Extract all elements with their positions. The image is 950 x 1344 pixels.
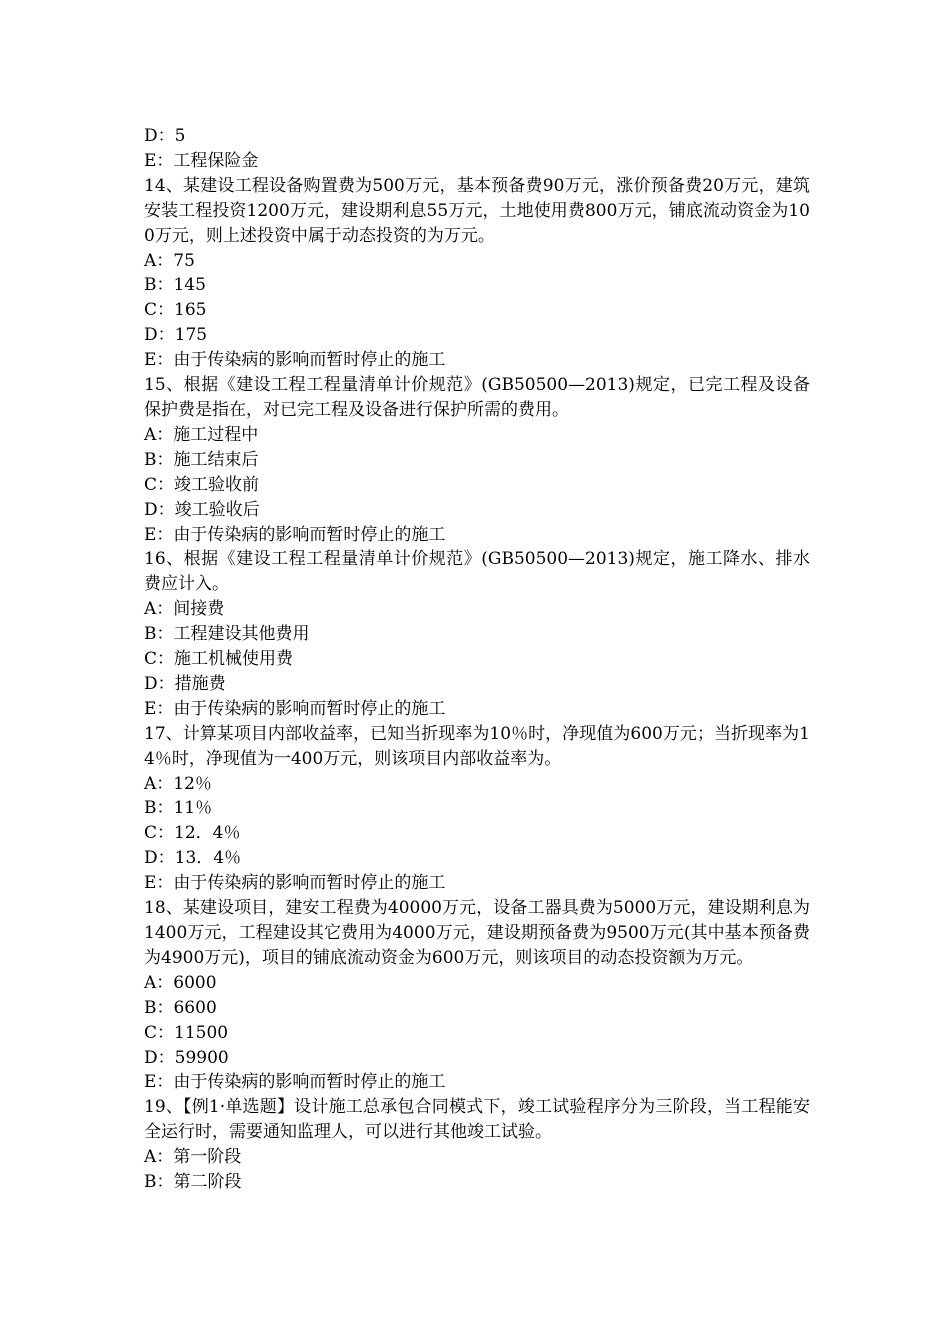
option-e: E：由于传染病的影响而暂时停止的施工 [144,524,446,545]
option-d: D：59900 [144,1047,229,1068]
option-a: A：12％ [144,773,212,794]
option-c: C：165 [144,300,207,321]
option-c: C：11500 [144,1022,229,1043]
option-e: E：由于传染病的影响而暂时停止的施工 [144,350,446,371]
option-e: E：工程保险金 [144,150,259,171]
option-d: D：13．4％ [144,848,242,869]
option-b: B：11％ [144,798,213,819]
question-19: 19、【例1·单选题】设计施工总承包合同模式下，竣工试验程序分为三阶段，当工程能安全运行时，需要通知监理人，可以进行其他竣工试验。 [144,1097,810,1143]
option-e: E：由于传染病的影响而暂时停止的施工 [144,698,446,719]
option-b: B：施工结束后 [144,449,259,470]
option-e: E：由于传染病的影响而暂时停止的施工 [144,873,446,894]
question-18: 18、某建设项目，建安工程费为40000万元，设备工器具费为5000万元，建设期利息为1400万元，工程建设其它费用为4000万元，建设期预备费为9500万元(其中基本预备费为4900万元)，项目的铺底流动资金为600万元，则该项目的动态投资额为万元。 [144,898,810,968]
option-b: B：145 [144,275,206,296]
option-c: C：竣工验收前 [144,474,260,495]
option-a: A：第一阶段 [144,1147,242,1168]
option-d: D：175 [144,325,208,346]
option-a: A：75 [144,250,195,271]
question-14: 14、某建设工程设备购置费为500万元，基本预备费90万元，涨价预备费20万元，建筑安装工程投资1200万元，建设期利息55万元，土地使用费800万元，铺底流动资金为100万元，则上述投资中属于动态投资的为万元。 [144,175,810,246]
option-b: B：工程建设其他费用 [144,624,310,645]
option-c: C：施工机械使用费 [144,649,294,670]
question-16: 16、根据《建设工程工程量清单计价规范》(GB50500—2013)规定，施工降水、排水费应计入。 [144,549,810,595]
question-17: 17、计算某项目内部收益率，已知当折现率为10％时，净现值为600万元；当折现率为14％时，净现值为一400万元，则该项目内部收益率为。 [144,723,810,769]
option-d: D：5 [144,126,186,146]
question-15: 15、根据《建设工程工程量清单计价规范》(GB50500—2013)规定，已完工程及设备保护费是指在，对已完工程及设备进行保护所需的费用。 [144,375,810,420]
option-a: A：间接费 [144,599,225,620]
document-page [144,124,810,1195]
option-e: E：由于传染病的影响而暂时停止的施工 [144,1072,446,1093]
option-c: C：12．4％ [144,823,241,844]
option-d: D：措施费 [144,673,226,694]
option-a: A：6000 [144,972,217,993]
option-a: A：施工过程中 [144,424,259,445]
option-b: B：第二阶段 [144,1172,242,1193]
option-d: D：竣工验收后 [144,499,260,520]
option-b: B：6600 [144,997,217,1018]
